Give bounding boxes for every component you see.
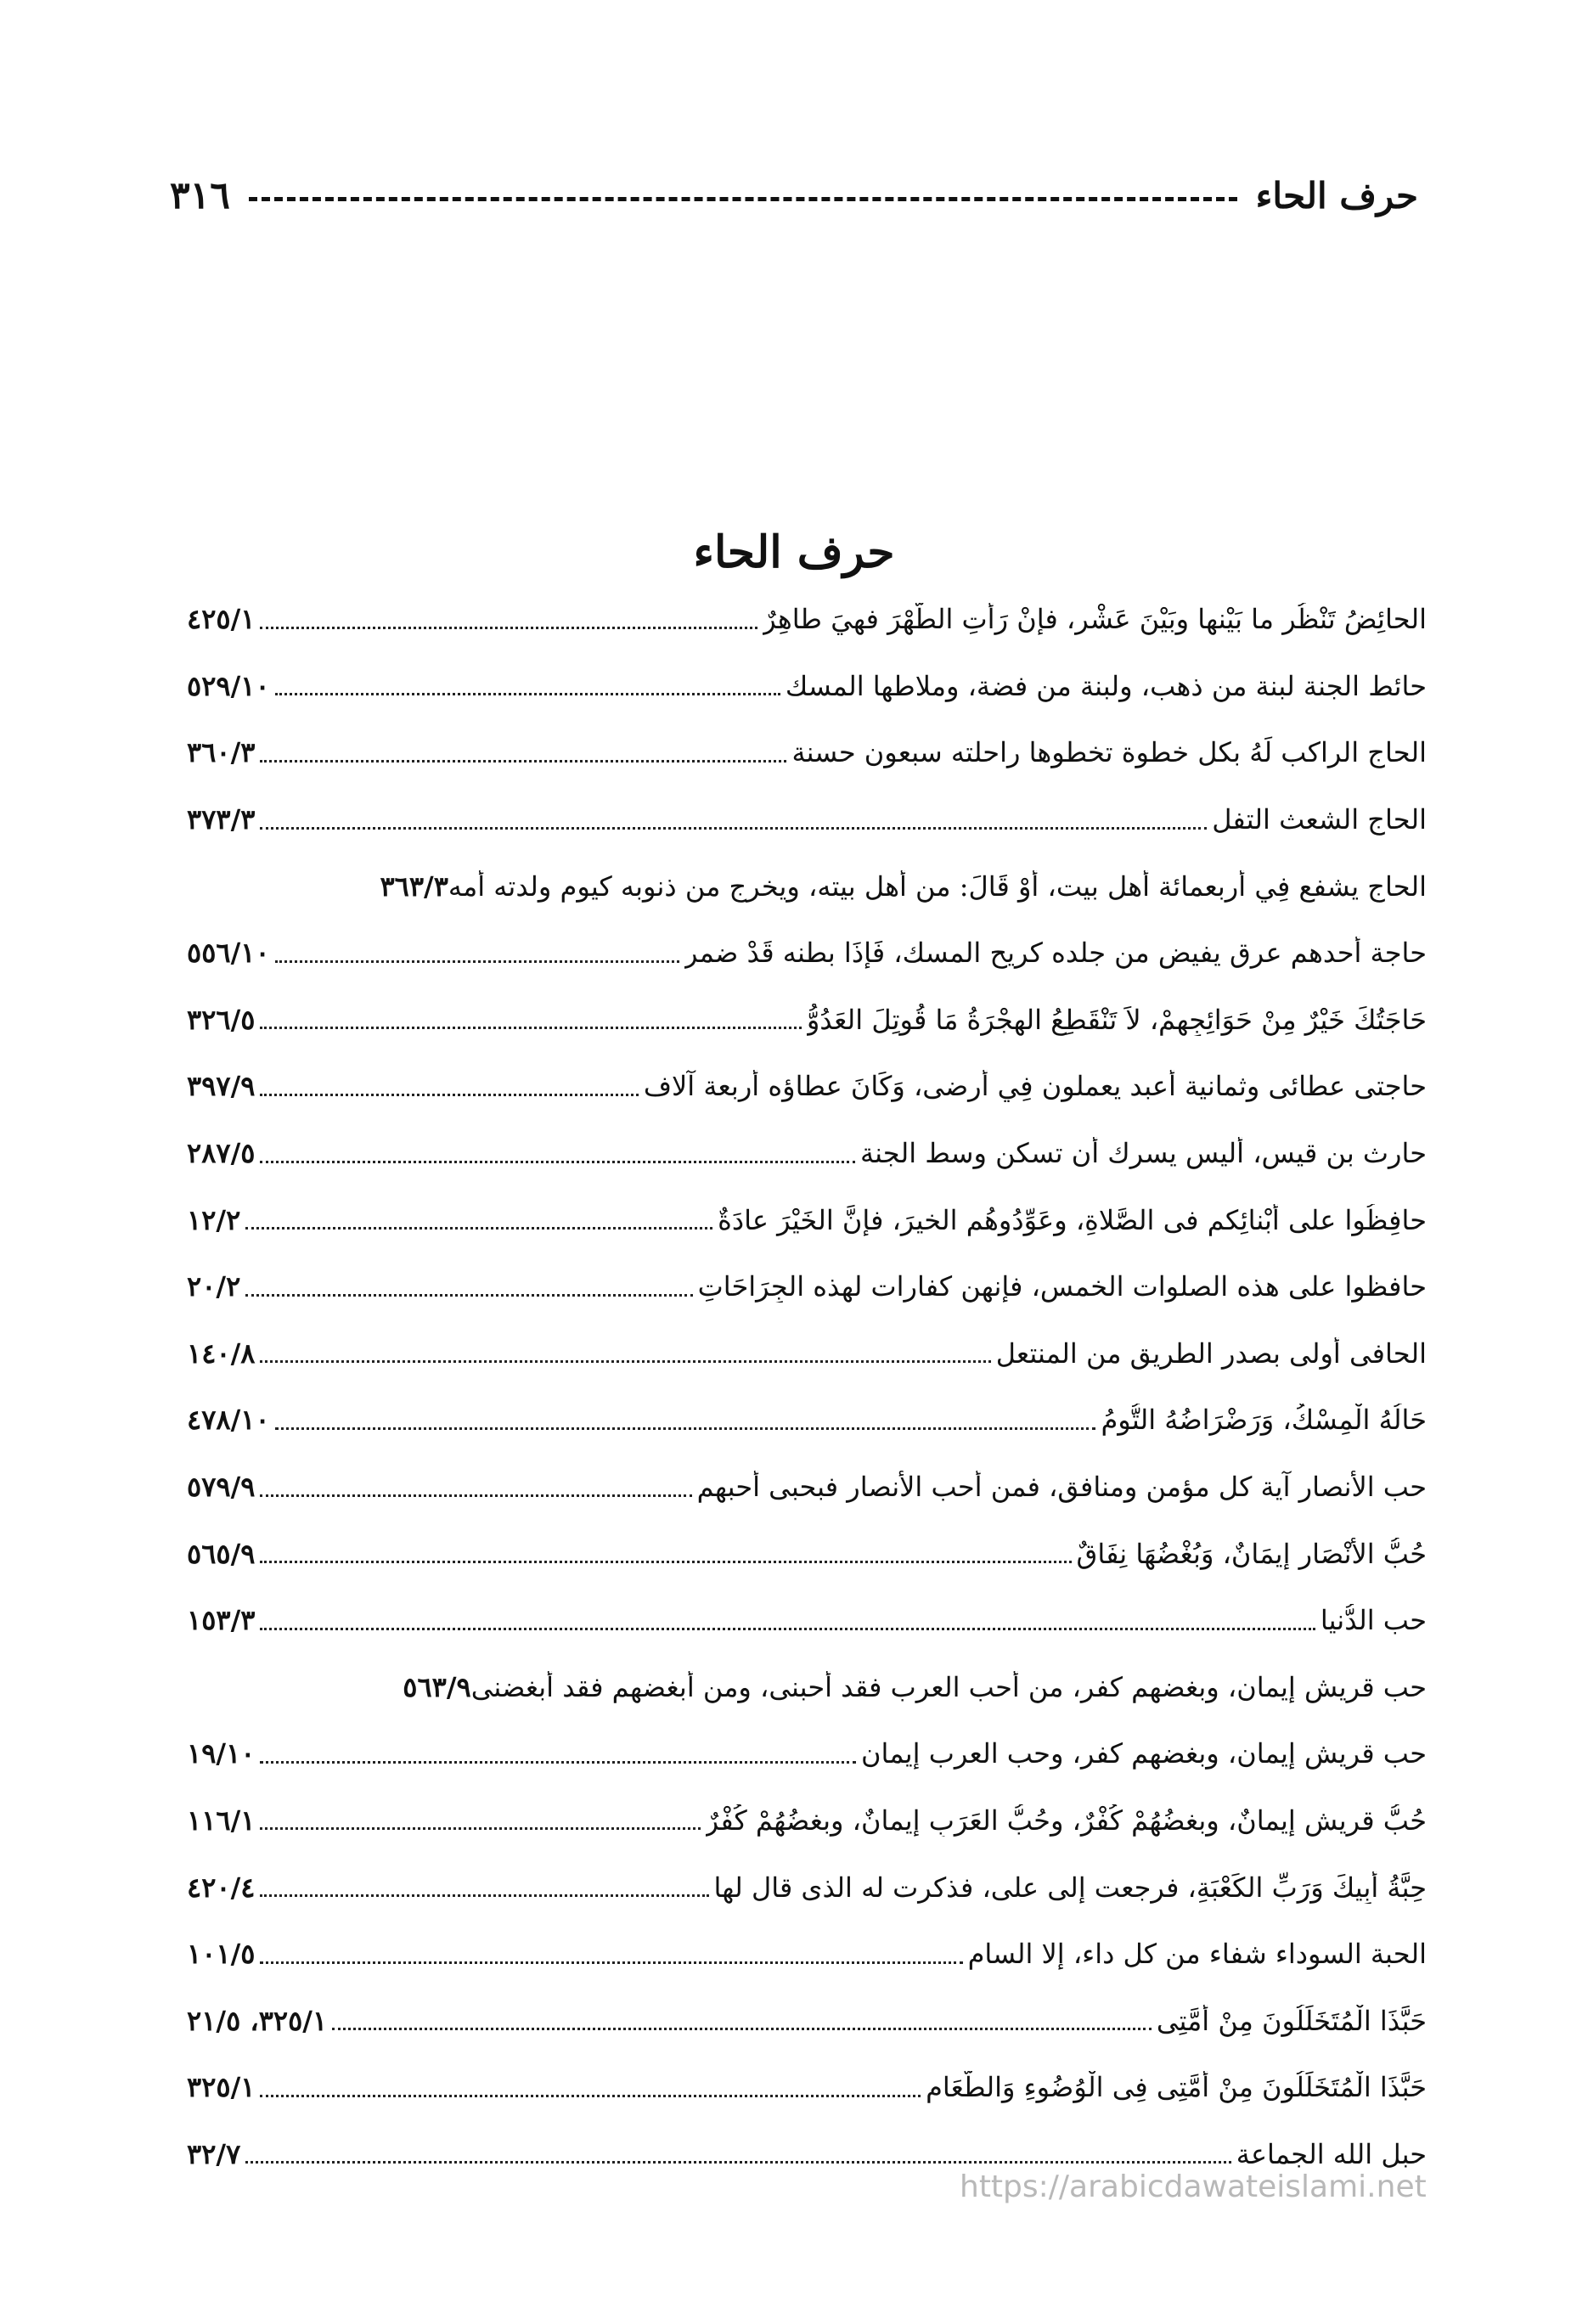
running-head-section: حرف الحاء — [1255, 174, 1418, 217]
section-title: حرف الحاء — [693, 526, 895, 578]
entry-text: حب الأنصار آية كل مؤمن ومنافق، فمن أحب الأنصار فبحبى أحبهم — [696, 1471, 1427, 1504]
entry-text: حُبُّ الأَنْصَارِ إِيمَانٌ، وَبُغْضُهَا نِفَاقٌ — [1076, 1537, 1427, 1570]
index-entry — [187, 1654, 1427, 1721]
dot-leader — [260, 1360, 990, 1363]
entry-reference: ١٠١/٥ — [187, 1938, 256, 1971]
dot-leader — [260, 627, 757, 629]
entry-text: حب الدُّنيا — [1320, 1604, 1427, 1637]
entry-reference: ٢٠/٢ — [187, 1270, 241, 1303]
entry-reference: ١١٦/١ — [187, 1803, 256, 1837]
entry-reference: ٢٨٧/٥ — [187, 1137, 256, 1170]
entry-reference: ٣٢٥/١ — [187, 2071, 256, 2104]
index-entry — [187, 1587, 1427, 1654]
entry-text: حَالُهُ الْمِسْكُ، وَرَضْرَاضُهُ التُّومُ — [1101, 1404, 1427, 1437]
index-entry — [187, 1854, 1427, 1921]
entry-reference: ٣٢٦/٥ — [187, 1003, 256, 1036]
entry-reference: ٣٦٠/٣ — [187, 736, 256, 769]
index-entry — [187, 1987, 1427, 2054]
dot-leader — [260, 1961, 962, 1964]
dot-leader — [260, 1161, 855, 1163]
entry-text: حَبَّذَا الْمُتَخَلِّلُونَ مِنْ أُمَّتِى فِى الْوُضُوءِ وَالطَّعَامِ — [926, 2071, 1427, 2104]
entry-reference: ٣٢/٧ — [187, 2137, 241, 2170]
entry-text: حب قريش إيمان، وبغضهم كفر، وحب العرب إيمان — [861, 1737, 1427, 1770]
dot-leader — [275, 693, 780, 695]
entry-text: حَاجَتُكَ خَيْرٌ مِنْ حَوَائِجِهِمْ، لاَ تَنْقَطِعُ الهِجْرَةُ مَا قُوتِلَ العَدُوُّ — [806, 1003, 1427, 1036]
dot-leader — [245, 1227, 712, 1230]
index-entry — [187, 1520, 1427, 1587]
entry-reference: ١٩/١٠ — [187, 1737, 256, 1770]
index-entry — [187, 1120, 1427, 1187]
entry-reference: ٥٢٩/١٠ — [187, 669, 270, 702]
dot-leader — [260, 2095, 921, 2097]
entry-reference: ٣٧٣/٣ — [187, 803, 256, 836]
entry-text: حَبَّذَا الْمُتَخَلِّلُونَ مِنْ أُمَّتِى — [1156, 2004, 1427, 2037]
entry-reference: ٣٢٥/١، ٢١/٥ — [187, 2004, 328, 2037]
entry-text: حُبُّ قريشٍ إيمانٌ، وبغضُهُمْ كُفْرٌ، وحُبُّ العَرَبِ إيمانٌ، وبغضُهُمْ كُفْرٌ — [705, 1803, 1427, 1837]
dot-leader — [332, 2028, 1152, 2030]
dot-leader — [260, 1561, 1071, 1563]
dot-leader — [260, 1494, 691, 1497]
entry-text: حائط الجنة لبنة من ذهب، ولبنة من فضة، وملاطها المسك — [785, 669, 1427, 702]
entry-text: حافِظُوا على أَبْنائِكم فى الصَّلاةِ، وعَوِّدُوهُم الخيرَ، فإنَّ الخَيْرَ عادَةٌ — [718, 1203, 1427, 1236]
index-entry — [187, 920, 1427, 987]
index-entry — [187, 1186, 1427, 1253]
index-entry — [187, 1053, 1427, 1120]
dot-leader — [245, 1294, 692, 1297]
index-entry — [187, 1454, 1427, 1521]
index-entry — [187, 1921, 1427, 1988]
dot-leader — [260, 1628, 1315, 1630]
entry-reference: ٤٢٥/١ — [187, 603, 256, 636]
entry-reference: ٤٧٨/١٠ — [187, 1404, 270, 1437]
entry-reference: ٥٧٩/٩ — [187, 1471, 256, 1504]
dot-leader — [275, 960, 679, 963]
index-entry — [187, 1720, 1427, 1787]
entry-text: الحاج يشفع فِي أربعمائة أهل بيت، أوْ قَالَ: من أهل بيته، ويخرج من ذنوبه كيوم ولدته أمه — [448, 869, 1427, 903]
index-entry — [187, 987, 1427, 1054]
entry-reference: ٥٦٥/٩ — [187, 1537, 256, 1570]
dot-leader — [260, 1027, 801, 1029]
dot-leader — [260, 1761, 856, 1764]
entry-reference: ١٤٠/٨ — [187, 1336, 256, 1370]
entry-text: الحبة السوداء شفاء من كل داء، إلا السام — [967, 1938, 1427, 1971]
page-number: ٣١٦ — [170, 173, 230, 217]
entry-text: حاجة أحدهم عرق يفيض من جلده كريح المسك، فَإذَا بطنه قَدْ ضمر — [684, 937, 1427, 970]
entry-reference: ٥٦٣/٩ — [403, 1670, 471, 1703]
index-entry — [187, 1253, 1427, 1320]
website-watermark: https://arabicdawateislami.net — [960, 2169, 1427, 2204]
index-entry — [187, 719, 1427, 786]
dot-leader — [275, 1427, 1096, 1430]
entry-text: الحاج الراكب لَهُ بكل خطوة تخطوها راحلته سبعون حسنة — [791, 736, 1427, 769]
dot-leader — [260, 1827, 700, 1830]
entry-text: حافظوا على هذه الصلوات الخمس، فإنهن كفارات لهذه الجِرَاحَاتِ — [697, 1270, 1427, 1303]
entry-reference: ١٢/٢ — [187, 1203, 241, 1236]
index-entry — [187, 1320, 1427, 1387]
entry-reference: ٤٢٠/٤ — [187, 1871, 256, 1904]
index-entry-list — [187, 586, 1427, 2187]
entry-text: الحافى أولى بصدر الطريق من المنتعل — [995, 1336, 1427, 1370]
entry-reference: ٣٩٧/٩ — [187, 1070, 256, 1103]
index-entry — [187, 1787, 1427, 1854]
index-entry — [187, 586, 1427, 653]
entry-text: حب قريش إيمان، وبغضهم كفر، من أحب العرب فقد أحبنى، ومن أبغضهم فقد أبغضنى — [470, 1670, 1427, 1703]
dot-leader — [260, 1094, 638, 1096]
entry-text: الحاج الشعث التفل — [1212, 803, 1427, 836]
entry-text: حبل الله الجماعة — [1236, 2137, 1427, 2170]
dot-leader — [260, 827, 1207, 830]
index-entry — [187, 786, 1427, 853]
running-header — [170, 170, 1418, 221]
dot-leader — [260, 760, 786, 762]
index-entry — [187, 653, 1427, 720]
entry-text: الحائِضُ تَنْظُر ما بَيْنها وبَيْنَ عَشْرٍ، فإنْ رَأتِ الطُّهْرَ فهِيَ طاهِرٌ — [763, 603, 1427, 636]
entry-reference: ٥٥٦/١٠ — [187, 937, 270, 970]
entry-text: حارث بن قيس، أليس يسرك أن تسكن وسط الجنة — [859, 1137, 1427, 1170]
entry-reference: ٣٦٣/٣ — [380, 869, 448, 903]
index-entry — [187, 2054, 1427, 2121]
entry-text: حِبَّةُ أَبِيكَ وَرَبِّ الكَعْبَةِ، فرجعت إلى على، فذكرت له الذى قال لها — [713, 1871, 1427, 1904]
dot-leader — [245, 2161, 1231, 2164]
index-entry — [187, 1387, 1427, 1454]
entry-text: حاجتى عطائى وثمانية أعبد يعملون فِي أرضى، وَكَانَ عطاؤه أربعة آلاف — [643, 1070, 1427, 1103]
header-dash-rule — [249, 197, 1237, 201]
index-entry — [187, 853, 1427, 920]
entry-reference: ١٥٣/٣ — [187, 1604, 256, 1637]
dot-leader — [260, 1894, 708, 1897]
